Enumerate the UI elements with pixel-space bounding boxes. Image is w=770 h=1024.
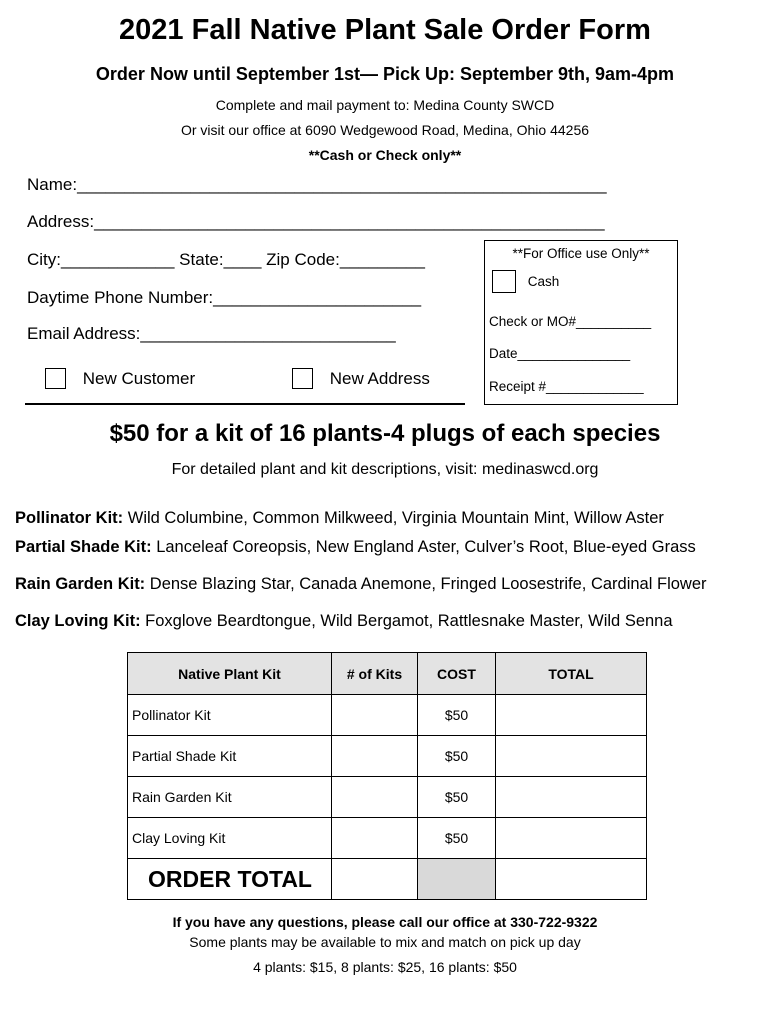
receipt-field[interactable]: Receipt #_____________ [489, 379, 644, 394]
pricing-note: 4 plants: $15, 8 plants: $25, 16 plants: $50 [253, 959, 517, 975]
kit-name: Rain Garden Kit: [15, 575, 146, 593]
kit-offer-headline: $50 for a kit of 16 plants-4 plugs of each species [109, 420, 661, 447]
office-use-box [484, 240, 678, 405]
city-state-zip-field[interactable]: City:____________ State:____ Zip Code:_________ [27, 250, 425, 269]
table-header-row [128, 653, 647, 695]
questions-note: If you have any questions, please call our office at 330-722-9322 [172, 914, 598, 930]
phone-field[interactable]: Daytime Phone Number:______________________ [27, 288, 422, 307]
form-title: 2021 Fall Native Plant Sale Order Form [119, 14, 651, 46]
new-address-label: New Address [329, 368, 430, 388]
kit-plants: Lanceleaf Coreopsis, New England Aster, Culver’s Root, Blue-eyed Grass [151, 538, 696, 556]
kit-plants: Foxglove Beardtongue, Wild Bergamot, Rattlesnake Master, Wild Senna [140, 612, 673, 630]
row-total-input[interactable] [496, 818, 647, 859]
table-row [128, 695, 647, 736]
office-use-title: **For Office use Only** [512, 246, 650, 261]
order-dates: Order Now until September 1st— Pick Up: September 9th, 9am-4pm [95, 64, 675, 84]
cash-label: Cash [527, 274, 560, 289]
row-kit: Partial Shade Kit [128, 736, 332, 777]
order-total-cost-cell [418, 859, 496, 900]
row-qty-input[interactable] [332, 777, 418, 818]
table-row [128, 736, 647, 777]
mix-match-note: Some plants may be available to mix and match on pick up day [189, 934, 581, 950]
order-total-label: ORDER TOTAL [128, 859, 332, 900]
payment-note: **Cash or Check only** [308, 147, 462, 163]
section-divider [25, 403, 465, 405]
kit-name: Pollinator Kit: [15, 509, 124, 527]
kit-plants: Wild Columbine, Common Milkweed, Virginia Mountain Mint, Willow Aster [123, 509, 664, 527]
row-total-input[interactable] [496, 695, 647, 736]
cash-checkbox[interactable] [492, 270, 516, 293]
order-total-input[interactable] [496, 859, 647, 900]
check-mo-field[interactable]: Check or MO#__________ [489, 314, 652, 329]
table-row [128, 818, 647, 859]
kit-details-link: For detailed plant and kit descriptions, visit: medinaswcd.org [171, 461, 599, 478]
order-table [127, 652, 647, 900]
kit-description-pollinator [15, 509, 664, 528]
row-cost: $50 [418, 818, 496, 859]
mail-instructions: Complete and mail payment to: Medina County SWCD [215, 97, 555, 113]
name-field[interactable]: Name:________________________________________________________ [27, 175, 607, 194]
row-qty-input[interactable] [332, 736, 418, 777]
email-field[interactable]: Email Address:___________________________ [27, 324, 396, 343]
row-total-input[interactable] [496, 736, 647, 777]
kit-name: Partial Shade Kit: [15, 538, 152, 556]
header-kit: Native Plant Kit [128, 653, 332, 695]
table-row [128, 777, 647, 818]
kit-name: Clay Loving Kit: [15, 612, 141, 630]
row-kit: Pollinator Kit [128, 695, 332, 736]
cash-option[interactable] [492, 270, 559, 293]
order-total-qty-cell[interactable] [332, 859, 418, 900]
row-kit: Rain Garden Kit [128, 777, 332, 818]
new-address-checkbox[interactable] [292, 368, 313, 389]
row-cost: $50 [418, 695, 496, 736]
date-field[interactable]: Date_______________ [489, 346, 631, 361]
header-total: TOTAL [496, 653, 647, 695]
row-qty-input[interactable] [332, 695, 418, 736]
row-qty-input[interactable] [332, 818, 418, 859]
row-total-input[interactable] [496, 777, 647, 818]
office-address: Or visit our office at 6090 Wedgewood Road, Medina, Ohio 44256 [180, 122, 590, 138]
header-cost: COST [418, 653, 496, 695]
new-customer-option[interactable] [45, 368, 195, 389]
new-customer-checkbox[interactable] [45, 368, 66, 389]
row-kit: Clay Loving Kit [128, 818, 332, 859]
kit-description-clay-loving [15, 612, 673, 631]
new-address-option[interactable] [292, 368, 430, 389]
new-customer-label: New Customer [82, 368, 196, 388]
kit-plants: Dense Blazing Star, Canada Anemone, Fringed Loosestrife, Cardinal Flower [145, 575, 707, 593]
header-qty: # of Kits [332, 653, 418, 695]
kit-description-partial-shade [15, 538, 696, 557]
address-field[interactable]: Address:______________________________________________________ [27, 212, 605, 231]
kit-description-rain-garden [15, 575, 707, 594]
row-cost: $50 [418, 777, 496, 818]
order-total-row [128, 859, 647, 900]
row-cost: $50 [418, 736, 496, 777]
